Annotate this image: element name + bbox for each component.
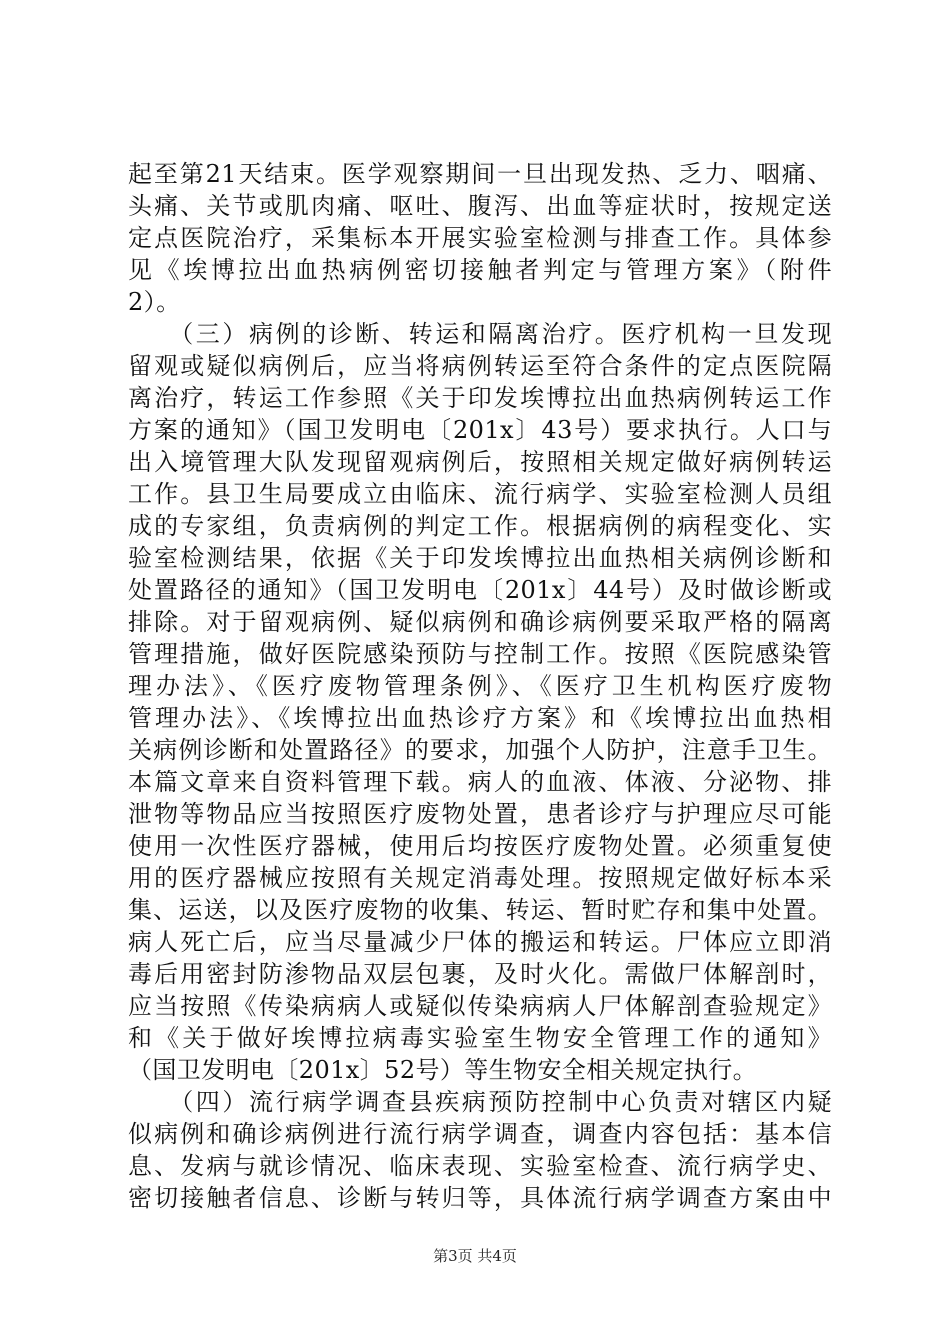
text-line: 离治疗，转运工作参照《关于印发埃博拉出血热病例转运工作 bbox=[128, 384, 832, 412]
text-line: （国卫发明电〔201x〕52号）等生物安全相关规定执行。 bbox=[128, 1056, 758, 1084]
text-line: 见《埃博拉出血热病例密切接触者判定与管理方案》（附件 bbox=[128, 256, 832, 284]
text-line: （三）病例的诊断、转运和隔离治疗。医疗机构一旦发现 bbox=[128, 320, 832, 348]
text-line: 和《关于做好埃博拉病毒实验室生物安全管理工作的通知》 bbox=[128, 1024, 832, 1052]
text-line: 验室检测结果，依据《关于印发埃博拉出血热相关病例诊断和 bbox=[128, 544, 832, 572]
text-line: 泄物等物品应当按照医疗废物处置，患者诊疗与护理应尽可能 bbox=[128, 800, 832, 828]
text-line: 管理办法》、《埃博拉出血热诊疗方案》和《埃博拉出血热相 bbox=[128, 704, 832, 732]
text-line: 应当按照《传染病病人或疑似传染病病人尸体解剖查验规定》 bbox=[128, 992, 832, 1020]
text-line: 处置路径的通知》（国卫发明电〔201x〕44号）及时做诊断或 bbox=[128, 576, 832, 604]
text-line: 用的医疗器械应按照有关规定消毒处理。按照规定做好标本采 bbox=[128, 864, 832, 892]
text-line: 病人死亡后，应当尽量减少尸体的搬运和转运。尸体应立即消 bbox=[128, 928, 832, 956]
page-number-label: 第3页 共4页 bbox=[433, 1247, 517, 1265]
document-body bbox=[128, 158, 832, 1214]
text-line: 管理措施，做好医院感染预防与控制工作。按照《医院感染管 bbox=[128, 640, 832, 668]
text-line: 密切接触者信息、诊断与转归等，具体流行病学调查方案由中 bbox=[128, 1184, 832, 1212]
text-line: 头痛、关节或肌肉痛、呕吐、腹泻、出血等症状时，按规定送 bbox=[128, 192, 832, 220]
text-line: 似病例和确诊病例进行流行病学调查，调查内容包括：基本信 bbox=[128, 1120, 832, 1148]
text-line: （四）流行病学调查县疾病预防控制中心负责对辖区内疑 bbox=[128, 1088, 832, 1116]
text-line: 毒后用密封防渗物品双层包裹，及时火化。需做尸体解剖时， bbox=[128, 960, 832, 988]
text-line: 工作。县卫生局要成立由临床、流行病学、实验室检测人员组 bbox=[128, 480, 832, 508]
text-line: 2）。 bbox=[128, 288, 181, 316]
text-line: 成的专家组，负责病例的判定工作。根据病例的病程变化、实 bbox=[128, 512, 832, 540]
text-line: 排除。对于留观病例、疑似病例和确诊病例要采取严格的隔离 bbox=[128, 608, 832, 636]
page-footer bbox=[0, 1245, 950, 1266]
text-line: 方案的通知》（国卫发明电〔201x〕43号）要求执行。人口与 bbox=[128, 416, 832, 444]
text-line: 起至第21天结束。医学观察期间一旦出现发热、乏力、咽痛、 bbox=[128, 160, 832, 188]
text-line: 关病例诊断和处置路径》的要求，加强个人防护，注意手卫生。 bbox=[128, 736, 832, 764]
text-line: 本篇文章来自资料管理下载。病人的血液、体液、分泌物、排 bbox=[128, 768, 832, 796]
text-line: 使用一次性医疗器械，使用后均按医疗废物处置。必须重复使 bbox=[128, 832, 832, 860]
text-line: 留观或疑似病例后，应当将病例转运至符合条件的定点医院隔 bbox=[128, 352, 832, 380]
text-line: 息、发病与就诊情况、临床表现、实验室检查、流行病学史、 bbox=[128, 1152, 832, 1180]
text-line: 定点医院治疗，采集标本开展实验室检测与排查工作。具体参 bbox=[128, 224, 832, 252]
text-line: 理办法》、《医疗废物管理条例》、《医疗卫生机构医疗废物 bbox=[128, 672, 832, 700]
text-line: 集、运送，以及医疗废物的收集、转运、暂时贮存和集中处置。 bbox=[128, 896, 832, 924]
text-line: 出入境管理大队发现留观病例后，按照相关规定做好病例转运 bbox=[128, 448, 832, 476]
